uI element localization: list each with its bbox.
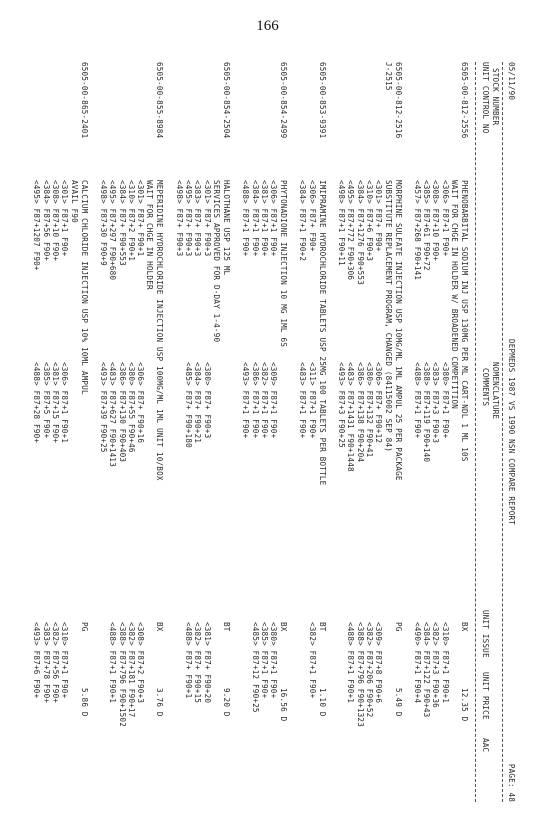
usage-code: <306> F87+ F90+ xyxy=(307,180,317,252)
usage-code: <306> F87+ F90+12 xyxy=(374,362,384,444)
report-entry xyxy=(294,62,327,802)
rotated-report-sheet xyxy=(26,62,516,802)
unit-control-number: J-2515 xyxy=(383,62,393,91)
unit-issue: PG xyxy=(393,622,403,632)
usage-code: <301> F87+ F90+3 xyxy=(202,180,212,257)
usage-code: <483> F87+627 F90+1413 xyxy=(108,362,118,467)
col-nomenclature: NOMENCLATURE xyxy=(491,362,500,420)
usage-code: <386> F87+130 F90+403 xyxy=(117,362,127,463)
usage-code: <485> F87+12 F90+25 xyxy=(250,622,260,713)
usage-code: <384> F87+56 F90+ xyxy=(41,180,51,262)
code-column xyxy=(99,362,145,467)
entry-head xyxy=(221,62,231,802)
code-column xyxy=(184,622,212,703)
nomenclature-line: HALOTHANE USP 125 ML xyxy=(221,180,231,276)
code-column xyxy=(108,622,145,727)
comment-line: WAIT FOR CHGE IN HOLDER xyxy=(145,180,155,290)
code-column xyxy=(298,180,317,261)
comments-block xyxy=(212,180,221,802)
usage-codes xyxy=(413,62,450,802)
usage-code: <457> F87+268 F90+141 xyxy=(412,180,422,281)
usage-code: <383> F87+3 F90+3 xyxy=(431,362,441,444)
usage-code: <308> F87+2 F90+3 xyxy=(136,622,146,704)
usage-code: <381> F87+ F90+20 xyxy=(202,622,212,704)
usage-code: <380> F87+1 F90+ xyxy=(269,622,279,699)
code-column xyxy=(413,180,450,280)
stock-number: 6505-00-812-2516 xyxy=(393,62,403,139)
usage-codes xyxy=(174,62,211,802)
comment-line: AVAIL F90 xyxy=(69,180,79,223)
unit-price: 3.76 D xyxy=(155,688,165,717)
entry-head xyxy=(317,62,327,802)
usage-code: <310> F87+6 F90+3 xyxy=(364,180,374,262)
unit-price: 16.56 D xyxy=(279,688,289,722)
usage-code: <381> F87+1 F90+ xyxy=(259,180,269,257)
code-column xyxy=(337,180,383,285)
comment-line: SUBSTITUTE REPLACEMENT PROGRAM, CHANGED (84115002 SEP 84) xyxy=(383,180,393,452)
usage-code: <301> F87+1 F90+ xyxy=(60,180,70,257)
page-number: 166 xyxy=(256,18,279,34)
code-column xyxy=(346,622,383,727)
unit-issue: BT xyxy=(221,622,231,632)
comments-block xyxy=(383,180,392,802)
report-header xyxy=(505,62,516,802)
unit-issue: PG xyxy=(79,622,89,632)
usage-code: <306> F87+ F90+16 xyxy=(136,362,146,444)
usage-code: <493> F87+6 F90+ xyxy=(32,622,42,699)
unit-price: 9.20 D xyxy=(221,688,231,717)
code-column xyxy=(413,362,450,462)
usage-code: <493> F87+1 F90+ xyxy=(241,362,251,439)
unit-issue: BX xyxy=(460,622,469,632)
stock-number: 6505-00-854-2499 xyxy=(279,62,289,139)
entry-head xyxy=(393,62,403,802)
unit-issue: BT xyxy=(317,622,327,632)
comments-block xyxy=(145,180,154,802)
comment-line: SERVICES APPROVED FOR D-DAY 1-4-90 xyxy=(211,180,221,343)
usage-code: <385> F87+5 F90+ xyxy=(41,362,51,439)
usage-code: <488> F87+1 F90+1 xyxy=(346,622,356,704)
usage-code: <386> F87+138 F90+204 xyxy=(355,362,365,463)
stock-number: 6505-00-854-2504 xyxy=(221,62,231,139)
entry-head xyxy=(154,62,164,802)
report-entry xyxy=(237,62,288,802)
usage-code: <306> F87+1 F90+ xyxy=(269,180,279,257)
usage-code: <485> F87+ F90+180 xyxy=(184,362,194,448)
nomenclature-line: CALCIUM CHLORIDE INJECTION USP 10% 10ML AMPUL xyxy=(79,180,89,395)
report-entry xyxy=(95,62,165,802)
usage-code: <383> F87+ F90+3 xyxy=(193,180,203,257)
code-column xyxy=(174,180,211,256)
code-column xyxy=(32,180,69,271)
code-column xyxy=(250,622,278,713)
stock-number: 6505-00-812-2556 xyxy=(460,62,469,139)
usage-code: <488> F87+28 F90+ xyxy=(32,362,42,444)
entry-head xyxy=(459,62,469,802)
usage-code: <380> F87+55 F90+46 xyxy=(126,362,136,453)
unit-price: 1.10 D xyxy=(317,688,327,717)
code-column xyxy=(241,180,278,256)
usage-code: <488> F87+1 F90+ xyxy=(241,180,251,257)
usage-code: <493> F87+39 F90+25 xyxy=(98,362,108,453)
usage-code: <384> F87+1 F90+2 xyxy=(298,180,308,262)
code-column xyxy=(32,362,69,443)
usage-code: <310> F87+1 F90+ xyxy=(60,622,70,699)
usage-code: <382> F87+181 F90+17 xyxy=(126,622,136,718)
usage-code: <309> F87+8 F90+6 xyxy=(374,622,384,704)
usage-code: <483> F87+1 F90+ xyxy=(298,362,308,439)
usage-code: <301> F87+ F90+1 xyxy=(136,180,146,257)
report-title: DEPMEDS 1987 VS 1990 NSN COMPARE REPORT xyxy=(507,338,516,526)
usage-code: <384> F87+1276 F90+553 xyxy=(355,180,365,285)
usage-code: <308> F87+10 F90+ xyxy=(431,180,441,262)
code-column xyxy=(184,362,212,448)
unit-price: 5.49 D xyxy=(393,688,403,717)
usage-code: <495> F87+297 F90+680 xyxy=(108,180,118,281)
usage-code: <493> F87+3 F90+25 xyxy=(337,362,347,448)
code-column xyxy=(99,180,145,280)
usage-code: <388> F87+796 F90+1502 xyxy=(117,622,127,727)
comments-block xyxy=(450,180,459,802)
usage-code: <495> F87+1207 F90+ xyxy=(32,180,42,271)
usage-code: <490> F87+1 F90+4 xyxy=(412,622,422,704)
usage-code: <301> F87+ F90+ xyxy=(374,180,384,252)
usage-code: <383> F87+78 F90+ xyxy=(41,622,51,704)
usage-code: <306> F87+1 F90+ xyxy=(440,180,450,257)
usage-code: <382> F87+206 F90+52 xyxy=(364,622,374,718)
code-column xyxy=(307,622,316,698)
stock-number: 6505-00-855-8984 xyxy=(155,62,165,139)
unit-price: 5.86 D xyxy=(79,688,89,717)
usage-code: <310> F87+2 F90+1 xyxy=(126,180,136,262)
col-unit-issue: UNIT ISSUE xyxy=(481,610,490,658)
usage-codes xyxy=(298,62,317,802)
code-column xyxy=(32,622,69,703)
nomenclature-line: MORPHINE SULFATE INJECTION USP 10MG/ML 1ML AMPUL 25 PER PACKAGE xyxy=(393,180,403,481)
usage-codes xyxy=(337,62,384,802)
usage-code: <384> F87+ F90+21 xyxy=(193,362,203,444)
usage-code: <495> F87+ F90+3 xyxy=(184,180,194,257)
usage-codes xyxy=(99,62,146,802)
usage-codes xyxy=(32,62,69,802)
nomenclature-line: PHENOBARBITAL SODIUM INJ USP 130MG PER ML CART-NDL 1 ML 10S xyxy=(460,180,469,462)
column-rule xyxy=(475,62,476,802)
comments-block xyxy=(69,180,78,802)
entry-head xyxy=(278,62,288,802)
usage-code: <498> F87+30 F90+9 xyxy=(98,180,108,266)
usage-code: <488> F87+1 F90+ xyxy=(412,362,422,439)
usage-code: <310> F87+1 F90+1 xyxy=(440,622,450,704)
header-rule xyxy=(502,62,503,802)
unit-price: 12.35 D xyxy=(460,688,469,722)
usage-code: <382> F87+3 F90+36 xyxy=(431,622,441,708)
usage-code: <309> F87+1 F90+ xyxy=(269,362,279,439)
usage-code: <488> F87+ F90+1 xyxy=(184,622,194,699)
entries-list xyxy=(28,62,469,802)
usage-code: <308> F87+10 F90+ xyxy=(51,180,61,262)
usage-code: <306> F87+1 F90+1 xyxy=(60,362,70,444)
report-page: PAGE: 48 xyxy=(507,763,516,802)
stock-number: 6505-00-865-2401 xyxy=(79,62,89,139)
unit-issue: BX xyxy=(155,622,165,632)
usage-code: <385> F87+1 F90+ xyxy=(259,622,269,699)
entry-head xyxy=(79,62,89,802)
unit-issue: BX xyxy=(279,622,289,632)
usage-code: <384> F87+ F90+553 xyxy=(117,180,127,266)
usage-code: <498> F87+1 F90+11 xyxy=(337,180,347,266)
code-column xyxy=(413,622,450,717)
usage-code: <380> F87+132 F90+41 xyxy=(364,362,374,458)
usage-code: <311> F87+1 F90+ xyxy=(307,362,317,439)
usage-code: <382> F87+ F90+15 xyxy=(193,622,203,704)
usage-code: <495> F87+772 F90+306 xyxy=(346,180,356,281)
report-entry xyxy=(333,62,403,802)
nomenclature-line: IMIPRAMINE HYDROCHLORIDE TABLETS USP 25MG 100 TABLETS PER BOTTLE xyxy=(317,180,327,486)
usage-code: <498> F87+ F90+3 xyxy=(174,180,184,257)
usage-code: <384> F87+1 F90+ xyxy=(250,180,260,257)
report-entry xyxy=(409,62,469,802)
usage-code: <483> F87+1431 F90+1448 xyxy=(346,362,356,472)
column-headers xyxy=(478,62,500,802)
col-aac: AAC xyxy=(481,738,490,753)
usage-code: <382> F87+56 F90+ xyxy=(51,622,61,704)
usage-code: <380> F87+ F90+3 xyxy=(202,362,212,439)
usage-code: <488> F87+1 F90+1 xyxy=(108,622,118,704)
usage-codes xyxy=(241,62,278,802)
col-comments: COMMENTS xyxy=(481,368,490,407)
report-date: 05/11/90 xyxy=(507,62,516,101)
code-column xyxy=(298,362,317,438)
usage-code: <382> F87+1 F90+ xyxy=(259,362,269,439)
nomenclature-line: PHYTONADIONE INJECTION 10 MG 1ML 6S xyxy=(279,180,289,348)
col-stock-number: STOCK NUMBER xyxy=(491,68,500,126)
usage-code: <388> F87+796 F90+1323 xyxy=(355,622,365,727)
usage-code: <382> F87+1 F90+ xyxy=(307,622,317,699)
col-unit-price: UNIT PRICE xyxy=(481,672,490,720)
usage-code: <386> F87+1 F90+ xyxy=(250,362,260,439)
code-column xyxy=(337,362,383,472)
usage-code: <384> F87+122 F90+43 xyxy=(422,622,432,718)
usage-code: <381> F87+15 F90+ xyxy=(51,362,61,444)
stock-number: 6505-00-853-9391 xyxy=(317,62,327,139)
report-entry xyxy=(28,62,88,802)
usage-code: <380> F87+1 F90+ xyxy=(440,362,450,439)
usage-code: <388> F87+119 F90+140 xyxy=(422,362,432,463)
col-unit-control: UNIT CONTROL NO xyxy=(481,62,490,134)
comment-line: WAIT FOR CHGE IN HOLDER W/ BROADENED COMPETITION xyxy=(450,180,459,410)
nomenclature-line: MEPERIDINE HYDROCHLORIDE INJECTION USP 100MG/ML 1ML UNIT 10/BOX xyxy=(155,180,165,481)
usage-code: <385> F87+61 F90+72 xyxy=(422,180,432,271)
code-column xyxy=(241,362,278,438)
report-entry xyxy=(170,62,230,802)
